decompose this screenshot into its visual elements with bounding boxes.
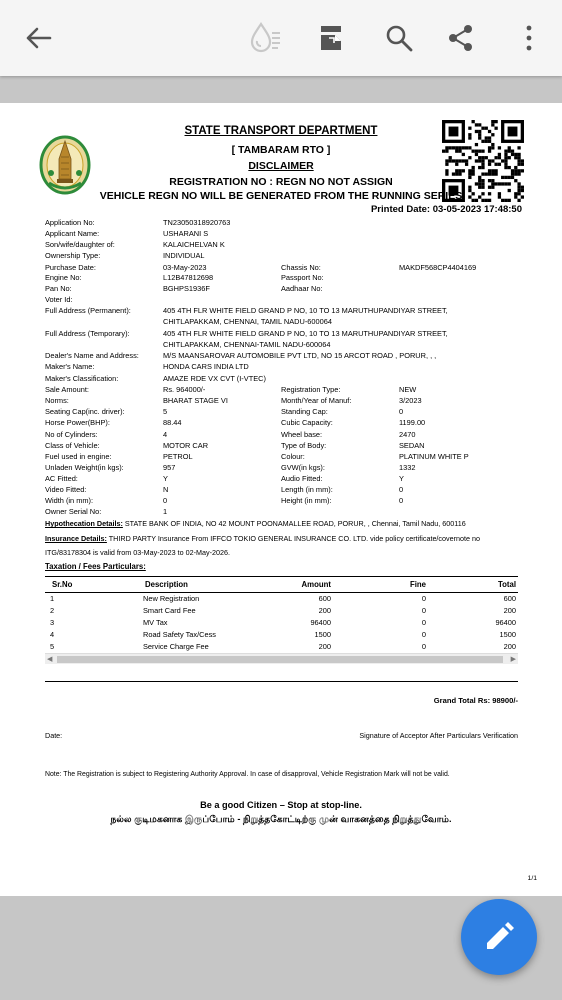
field-label: Owner Serial No: [45, 507, 102, 516]
hypothecation-label: Hypothecation Details: [45, 519, 123, 528]
field-value: 03-May-2023 [163, 263, 207, 272]
field-label: Height (in mm): [281, 496, 332, 505]
ink-drop-icon[interactable] [245, 18, 285, 58]
field-value: CHITLAPAKKAM, CHENNAI-TAMIL NADU-600064 [163, 340, 331, 349]
field-label: Cubic Capacity: [281, 418, 333, 427]
field-label: Aadhaar No: [281, 284, 323, 293]
table-cell: Smart Card Fee [143, 606, 196, 615]
field-label: Maker's Classification: [45, 374, 119, 383]
field-value: 3/2023 [399, 396, 422, 405]
insurance-value: THIRD PARTY Insurance From IFFCO TOKIO GENERAL INSURANCE CO. LTD. vide policy certificate/covernote no [108, 534, 480, 543]
edit-pencil-icon [483, 921, 515, 953]
field-value: 0 [399, 496, 404, 505]
grand-total: Grand Total Rs: 98900/- [433, 696, 518, 705]
arrow-back-icon[interactable] [18, 18, 58, 58]
scroll-right-arrow-icon[interactable]: ▶ [510, 656, 516, 663]
insurance-value-line2: ITG/83178304 is valid from 03-May-2023 to 02-May-2026. [45, 548, 230, 557]
field-value: Y [163, 474, 168, 483]
field-value: 5 [163, 407, 168, 416]
table-cell: 96400 [310, 618, 331, 627]
field-value: M/S MAANSAROVAR AUTOMOBILE PVT LTD, NO 15 ARCOT ROAD , PORUR, , , [163, 351, 437, 360]
share-icon[interactable] [441, 18, 481, 58]
table-cell: 5 [50, 642, 55, 651]
field-label: Engine No: [45, 273, 82, 282]
field-value: HONDA CARS INDIA LTD [163, 362, 249, 371]
table-cell: 0 [421, 618, 426, 627]
table-cell: 1 [50, 594, 55, 604]
field-label: Unladen Weight(in kgs): [45, 463, 124, 472]
field-value: 0 [163, 496, 168, 505]
field-label: Width (in mm): [45, 496, 94, 505]
scroll-left-arrow-icon[interactable]: ◀ [47, 656, 53, 663]
field-value: PLATINUM WHITE P [399, 452, 469, 461]
column-header: Sr.No [45, 577, 95, 593]
field-value: 1332 [399, 463, 416, 472]
field-label: Full Address (Permanent): [45, 306, 131, 315]
disclaimer-title: DISCLAIMER [248, 160, 314, 172]
table-cell: 0 [421, 594, 426, 604]
field-label: Month/Year of Manuf: [281, 396, 352, 405]
field-label: Horse Power(BHP): [45, 418, 110, 427]
field-value: USHARANI S [163, 229, 209, 238]
field-label: Class of Vehicle: [45, 441, 100, 450]
table-cell: 200 [318, 606, 331, 615]
field-value: 1 [163, 507, 168, 516]
table-cell: 3 [50, 618, 55, 627]
field-label: Video Fitted: [45, 485, 87, 494]
field-label: Norms: [45, 396, 69, 405]
field-label: GVW(in kgs): [281, 463, 325, 472]
field-label: Full Address (Temporary): [45, 329, 130, 338]
field-value: 0 [399, 485, 404, 494]
table-row [45, 593, 518, 605]
field-value: 2470 [399, 430, 416, 439]
field-label: Dealer's Name and Address: [45, 351, 139, 360]
table-cell: 200 [503, 606, 516, 615]
table-cell: 4 [50, 630, 55, 639]
field-value: INDIVIDUAL [163, 251, 205, 260]
scrollbar-thumb[interactable] [57, 656, 503, 663]
page-layout-icon[interactable] [312, 18, 352, 58]
field-value: Rs. 964000/- [163, 385, 206, 394]
table-row [45, 617, 518, 629]
top-toolbar [0, 0, 562, 76]
field-label: Voter Id: [45, 295, 73, 304]
field-label: Son/wife/daughter of: [45, 240, 115, 249]
hypothecation-details [45, 519, 466, 529]
taxation-table [45, 576, 518, 653]
field-value: 405 4TH FLR WHITE FIELD GRAND P NO, 10 TO 13 MARUTHUPANDIYAR STREET, [163, 306, 448, 315]
field-value: BHARAT STAGE VI [163, 396, 228, 405]
field-label: Chassis No: [281, 263, 321, 272]
field-value: SEDAN [399, 441, 425, 450]
table-cell: 2 [50, 606, 55, 615]
field-label: Purchase Date: [45, 263, 96, 272]
rto-title: [ TAMBARAM RTO ] [231, 144, 331, 156]
field-label: Sale Amount: [45, 385, 89, 394]
signature-label: Signature of Acceptor After Particulars Verification [359, 731, 518, 740]
department-title: STATE TRANSPORT DEPARTMENT [184, 125, 378, 137]
table-cell: 1500 [314, 630, 331, 639]
document-page[interactable] [0, 103, 562, 896]
viewer-background [0, 76, 562, 103]
divider [45, 681, 518, 682]
table-cell: 96400 [495, 618, 516, 627]
table-cell: 600 [318, 594, 331, 604]
field-value: NEW [399, 385, 417, 394]
field-label: Registration Type: [281, 385, 341, 394]
field-value: AMAZE RDE VX CVT (I-VTEC) [163, 374, 266, 383]
field-value: BGHPS1936F [163, 284, 210, 293]
slogan-english: Be a good Citizen – Stop at stop-line. [200, 800, 362, 810]
field-label: Seating Cap(inc. driver): [45, 407, 125, 416]
table-cell: 200 [318, 642, 331, 651]
registration-number-line: REGISTRATION NO : REGN NO NOT ASSIGN [169, 176, 393, 188]
field-value: Y [399, 474, 404, 483]
field-value: N [163, 485, 169, 494]
field-value: PETROL [163, 452, 193, 461]
field-value: 88.44 [163, 418, 182, 427]
page-number: 1/1 [527, 875, 537, 882]
column-header: Amount [225, 577, 335, 593]
column-header: Description [95, 577, 225, 593]
table-cell: Road Safety Tax/Cess [143, 630, 216, 639]
field-value: 957 [163, 463, 176, 472]
field-label: No of Cylinders: [45, 430, 98, 439]
field-label: AC Fitted: [45, 474, 78, 483]
field-value: CHITLAPAKKAM, CHENNAI, TAMIL NADU-600064 [163, 317, 332, 326]
table-row [45, 641, 518, 653]
field-label: Maker's Name: [45, 362, 95, 371]
table-cell: 0 [421, 642, 426, 651]
table-cell: 0 [421, 606, 426, 615]
field-label: Audio Fitted: [281, 474, 323, 483]
field-label: Fuel used in engine: [45, 452, 112, 461]
insurance-details [45, 534, 480, 544]
table-cell: Service Charge Fee [143, 642, 209, 651]
table-cell: MV Tax [143, 618, 168, 627]
field-label: Passport No: [281, 273, 324, 282]
field-label: Standing Cap: [281, 407, 328, 416]
table-cell: New Registration [143, 594, 200, 604]
table-cell: 600 [503, 594, 516, 604]
slogan-tamil: நல்ல குடிமகனாக இருப்போம் - நிறுத்தகோட்டிற்கு முன் வாகனத்தை நிறுத்துவோம். [110, 814, 452, 824]
table-header-row [45, 577, 518, 593]
table-row [45, 605, 518, 617]
field-value: L12B47812698 [163, 273, 214, 282]
table-cell: 1500 [499, 630, 516, 639]
more-vert-icon[interactable] [509, 18, 549, 58]
field-value: TN23050318920763 [163, 218, 231, 227]
field-label: Pan No: [45, 284, 72, 293]
edit-fab-button[interactable] [461, 899, 537, 975]
table-cell: 0 [421, 630, 426, 639]
taxation-title: Taxation / Fees Particulars: [45, 562, 146, 571]
table-cell: 200 [503, 642, 516, 651]
registration-note: Note: The Registration is subject to Registering Authority Approval. In case of disapproval, Vehicle Registration Mark will not be valid. [45, 771, 450, 778]
column-header: Fine [335, 577, 430, 593]
insurance-label: Insurance Details: [45, 534, 107, 543]
table-row [45, 629, 518, 641]
date-label: Date: [45, 731, 63, 740]
field-value: MAKDF568CP4404169 [399, 263, 477, 272]
field-label: Type of Body: [281, 441, 327, 450]
field-value: 4 [163, 430, 168, 439]
field-value: 405 4TH FLR WHITE FIELD GRAND P NO, 10 TO 13 MARUTHUPANDIYAR STREET, [163, 329, 448, 338]
field-label: Wheel base: [281, 430, 323, 439]
field-label: Ownership Type: [45, 251, 101, 260]
regn-notice-line: VEHICLE REGN NO WILL BE GENERATED FROM THE RUNNING SERIES [99, 190, 463, 202]
field-label: Colour: [281, 452, 305, 461]
table-horizontal-scrollbar[interactable] [45, 653, 518, 664]
field-value: KALAICHELVAN K [163, 240, 225, 249]
search-icon[interactable] [379, 18, 419, 58]
printed-date: Printed Date: 03-05-2023 17:48:50 [370, 204, 522, 215]
field-label: Applicant Name: [45, 229, 100, 238]
field-value: MOTOR CAR [163, 441, 209, 450]
field-value: 1199.00 [399, 418, 426, 427]
hypothecation-value: STATE BANK OF INDIA, NO 42 MOUNT POONAMALLEE ROAD, PORUR, , Chennai, Tamil Nadu, 600116 [124, 519, 466, 528]
field-label: Application No: [45, 218, 95, 227]
field-value: 0 [399, 407, 404, 416]
column-header: Total [430, 577, 518, 593]
field-label: Length (in mm): [281, 485, 333, 494]
